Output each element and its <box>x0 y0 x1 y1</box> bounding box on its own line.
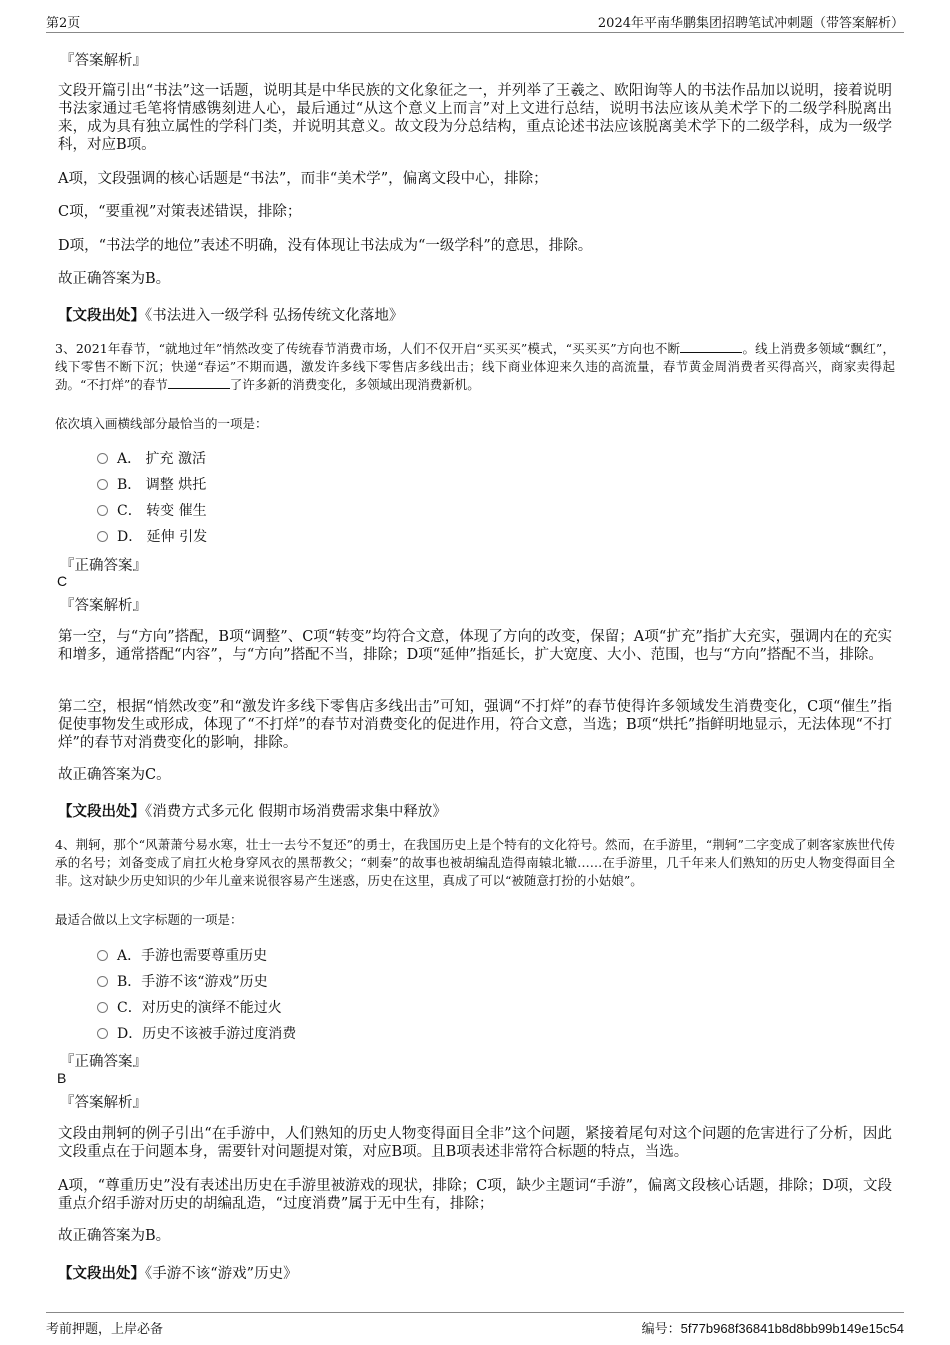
source-title: 《手游不该“游戏”历史》 <box>145 1266 298 1282</box>
document-title: 2024年平南华鹏集团招聘笔试冲刺题（带答案解析） <box>597 16 904 31</box>
fill-blank <box>680 341 742 353</box>
question-stem: 4、荆轲，那个“风萧萧兮易水寒，壮士一去兮不复还”的勇士，在我国历史上是个特有的文化符号。然而，在手游里，“荆轲”二字变成了刺客家族世代传承的名号；刘备变成了肩扛火枪身穿风衣的黑帮教父；“刺秦”的故事也被胡编乱造得南辕北辙……在手游里，几千年来人们熟知的历史人物变得面目全非。这对缺少历史知识的少年儿童来说很容易产生迷惑，历史在这里，真成了可以“被随意打扮的小姑娘”。 <box>55 837 895 888</box>
analysis-paragraph: 第二空，根据“悄然改变”和“激发许多线下零售店多线出击”可知，强调“不打烊”的春节使得许多领域发生消费变化，C项“催生”指促使事物发生或形成，体现了“不打烊”的春节对消费变化的促进作用，符合文意，当选；B项“烘托”指鲜明地显示，无法体现“不打烊”的春节对消费变化的影响，排除。 <box>58 699 892 751</box>
page-number: 第2页 <box>46 16 81 31</box>
fill-blank <box>168 377 230 389</box>
question-prompt: 依次填入画横线部分最恰当的一项是： <box>55 416 268 431</box>
page-header <box>46 10 904 33</box>
footer-slogan: 考前押题，上岸必备 <box>46 1322 164 1337</box>
page-footer <box>46 1312 904 1335</box>
analysis-paragraph: A项，文段强调的核心话题是“书法”，而非“美术学”，偏离文段中心，排除； <box>58 171 548 187</box>
radio-icon[interactable] <box>97 531 108 542</box>
answer-label: 『正确答案』 <box>60 558 147 574</box>
radio-icon[interactable] <box>97 950 108 961</box>
option-b[interactable]: B． 调整 烘托 <box>97 474 206 494</box>
correct-answer: B <box>57 1070 67 1086</box>
option-c[interactable]: C．对历史的演绎不能过火 <box>97 997 282 1017</box>
correct-answer: C <box>57 573 68 589</box>
option-d[interactable]: D．历史不该被手游过度消费 <box>97 1023 296 1043</box>
radio-icon[interactable] <box>97 479 108 490</box>
option-d[interactable]: D． 延伸 引发 <box>97 526 207 546</box>
conclusion: 故正确答案为B。 <box>58 1228 171 1244</box>
source-citation <box>58 1262 298 1283</box>
radio-icon[interactable] <box>97 1028 108 1039</box>
conclusion: 故正确答案为C。 <box>58 767 171 783</box>
analysis-paragraph: 文段开篇引出“书法”这一话题，说明其是中华民族的文化象征之一，并列举了王羲之、欧阳询等人的书法作品加以说明，接着说明书法家通过毛笔将情感镌刻进人心，最后通过“从这个意义上而言”对上文进行总结，说明书法应该从美术学下的二级学科脱离出来，成为具有独立属性的学科门类，并说明其意义。故文段为分总结构，重点论述书法应该脱离美术学下的二级学科，成为一级学科，对应B项。 <box>58 83 892 153</box>
source-citation <box>58 800 447 821</box>
source-label: 【文段出处】 <box>58 803 145 820</box>
analysis-paragraph: 文段由荆轲的例子引出“在手游中，人们熟知的历史人物变得面目全非”这个问题，紧接着尾句对这个问题的危害进行了分析，因此文段重点在于问题本身，需要针对问题提对策，对应B项。且B项表述非常符合标题的特点，当选。 <box>58 1126 892 1160</box>
analysis-paragraph: 第一空，与“方向”搭配，B项“调整”、C项“转变”均符合文意，体现了方向的改变，保留；A项“扩充”指扩大充实，强调内在的充实和增多，通常搭配“内容”，与“方向”搭配不当，排除；D项“延伸”指延长，扩大宽度、大小、范围，也与“方向”搭配不当，排除。 <box>58 629 892 663</box>
analysis-paragraph: D项，“书法学的地位”表述不明确，没有体现让书法成为“一级学科”的意思，排除。 <box>58 238 593 254</box>
source-title: 《消费方式多元化 假期市场消费需求集中释放》 <box>145 804 447 820</box>
document-code: 编号：5f77b968f36841b8d8bb99b149e15c54 <box>641 1321 904 1337</box>
answer-label: 『正确答案』 <box>60 1054 147 1070</box>
source-title: 《书法进入一级学科 弘扬传统文化落地》 <box>145 308 404 324</box>
option-b[interactable]: B．手游不该“游戏”历史 <box>97 971 268 991</box>
question-stem: 3、2021年春节，“就地过年”悄然改变了传统春节消费市场，人们不仅开启“买买买”模式，“买买买”方向也不断 。线上消费多领域“飘红”，线下零售不断下沉；快递“春运”不期而遇，激发许多线下零售店多线出击；线下商业体迎来久违的高流量，春节黄金周消费者买得高兴，商家卖得起劲。“不打烊”的春节 了许多新的消费变化，多领域出现消费新机。 <box>55 341 895 392</box>
analysis-paragraph: A项，“尊重历史”没有表述出历史在手游里被游戏的现状，排除；C项，缺少主题词“手游”，偏离文段核心话题，排除；D项，文段重点介绍手游对历史的胡编乱造，“过度消费”属于无中生有，排除； <box>58 1178 892 1212</box>
option-a[interactable]: A． 扩充 激活 <box>97 448 206 468</box>
question-prompt: 最适合做以上文字标题的一项是： <box>55 912 243 927</box>
source-citation <box>58 304 403 325</box>
analysis-label: 『答案解析』 <box>60 1095 147 1111</box>
analysis-label: 『答案解析』 <box>60 598 147 614</box>
radio-icon[interactable] <box>97 505 108 516</box>
radio-icon[interactable] <box>97 1002 108 1013</box>
radio-icon[interactable] <box>97 976 108 987</box>
source-label: 【文段出处】 <box>58 307 145 324</box>
analysis-label: 『答案解析』 <box>60 53 147 69</box>
radio-icon[interactable] <box>97 453 108 464</box>
analysis-paragraph: C项，“要重视”对策表述错误，排除； <box>58 204 302 220</box>
option-c[interactable]: C． 转变 催生 <box>97 500 207 520</box>
option-a[interactable]: A．手游也需要尊重历史 <box>97 945 267 965</box>
source-label: 【文段出处】 <box>58 1265 145 1282</box>
conclusion: 故正确答案为B。 <box>58 271 171 287</box>
